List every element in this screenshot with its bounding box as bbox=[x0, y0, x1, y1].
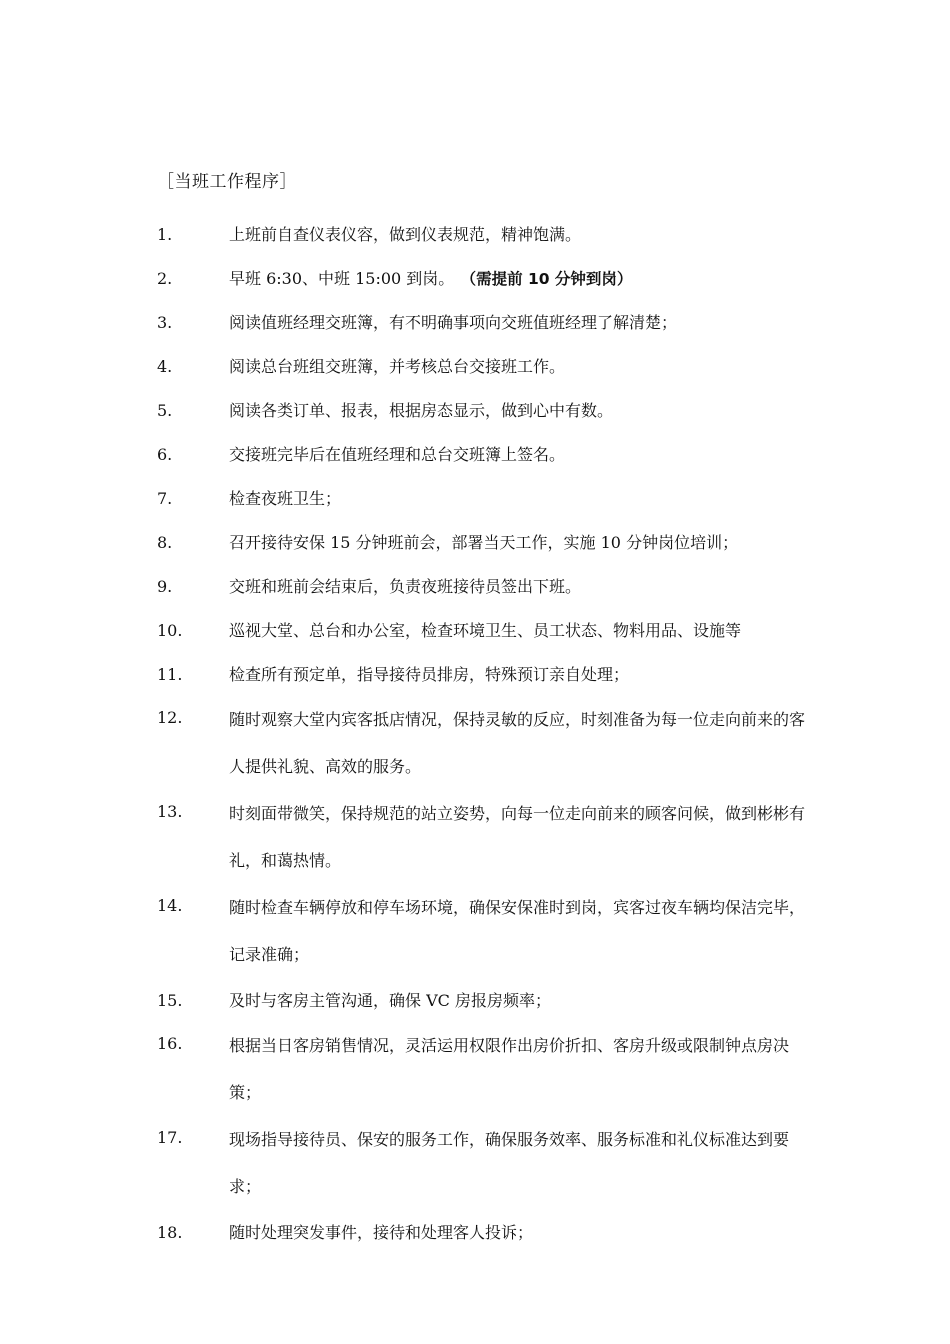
item-text: 早班 6:30、中班 15:00 到岗。 bbox=[229, 269, 455, 288]
item-text-wrapper bbox=[229, 257, 817, 301]
item-text: 阅读值班经理交班簿，有不明确事项向交班值班经理了解清楚； bbox=[229, 313, 678, 332]
item-text: 检查夜班卫生； bbox=[229, 489, 342, 508]
item-number: 17. bbox=[157, 1128, 183, 1147]
list-item bbox=[157, 979, 817, 1023]
item-number: 10. bbox=[157, 621, 183, 640]
item-number: 8. bbox=[157, 533, 173, 552]
item-text: 随时检查车辆停放和停车场环境，确保安保准时到岗，宾客过夜车辆均保洁完毕，记录准确； bbox=[229, 898, 806, 964]
item-number: 3. bbox=[157, 313, 173, 332]
item-number: 14. bbox=[157, 896, 183, 915]
list-item bbox=[157, 609, 817, 653]
list-item bbox=[157, 1022, 817, 1116]
list-item bbox=[157, 1116, 817, 1210]
item-number: 2. bbox=[157, 269, 173, 288]
item-text: 根据当日客房销售情况，灵活运用权限作出房价折扣、客房升级或限制钟点房决策； bbox=[229, 1036, 790, 1102]
section-title: ［当班工作程序］ bbox=[157, 172, 297, 192]
item-number: 7. bbox=[157, 489, 173, 508]
item-text: 随时观察大堂内宾客抵店情况，保持灵敏的反应，时刻准备为每一位走向前来的客人提供礼貌、高效的服务。 bbox=[229, 710, 806, 776]
item-text: 巡视大堂、总台和办公室，检查环境卫生、员工状态、物料用品、设施等 bbox=[229, 621, 742, 640]
item-text: 时刻面带微笑，保持规范的站立姿势，向每一位走向前来的顾客问候，做到彬彬有礼，和蔼热情。 bbox=[229, 804, 806, 870]
procedure-list bbox=[157, 213, 817, 1255]
item-text: 检查所有预定单，指导接待员排房，特殊预订亲自处理； bbox=[229, 665, 630, 684]
item-number: 18. bbox=[157, 1223, 183, 1242]
list-item bbox=[157, 521, 817, 565]
item-number: 1. bbox=[157, 225, 173, 244]
list-item bbox=[157, 653, 817, 697]
item-text: 召开接待安保 15 分钟班前会，部署当天工作，实施 10 分钟岗位培训； bbox=[229, 533, 739, 552]
list-item bbox=[157, 565, 817, 609]
item-number: 15. bbox=[157, 991, 183, 1010]
list-item bbox=[157, 213, 817, 257]
list-item bbox=[157, 1211, 817, 1255]
list-item bbox=[157, 790, 817, 884]
list-item bbox=[157, 301, 817, 345]
item-number: 6. bbox=[157, 445, 173, 464]
item-number: 12. bbox=[157, 708, 183, 727]
list-item bbox=[157, 433, 817, 477]
item-number: 5. bbox=[157, 401, 173, 420]
item-text: 随时处理突发事件，接待和处理客人投诉； bbox=[229, 1223, 534, 1242]
list-item bbox=[157, 884, 817, 978]
item-number: 11. bbox=[157, 665, 183, 684]
list-item bbox=[157, 257, 817, 301]
list-item bbox=[157, 389, 817, 433]
item-text: 上班前自查仪表仪容，做到仪表规范，精神饱满。 bbox=[229, 225, 582, 244]
item-text: 现场指导接待员、保安的服务工作，确保服务效率、服务标准和礼仪标准达到要求； bbox=[229, 1130, 790, 1196]
item-text: 交班和班前会结束后，负责夜班接待员签出下班。 bbox=[229, 577, 582, 596]
item-number: 9. bbox=[157, 577, 173, 596]
list-item bbox=[157, 345, 817, 389]
item-number: 13. bbox=[157, 802, 183, 821]
item-text: 交接班完毕后在值班经理和总台交班簿上签名。 bbox=[229, 445, 566, 464]
item-number: 16. bbox=[157, 1034, 183, 1053]
list-item bbox=[157, 696, 817, 790]
item-number: 4. bbox=[157, 357, 173, 376]
item-text: 及时与客房主管沟通，确保 VC 房报房频率； bbox=[229, 991, 551, 1010]
list-item bbox=[157, 477, 817, 521]
item-text: 阅读各类订单、报表，根据房态显示，做到心中有数。 bbox=[229, 401, 614, 420]
bold-note: （需提前 10 分钟到岗） bbox=[468, 270, 633, 288]
item-text: 阅读总台班组交班簿，并考核总台交接班工作。 bbox=[229, 357, 566, 376]
